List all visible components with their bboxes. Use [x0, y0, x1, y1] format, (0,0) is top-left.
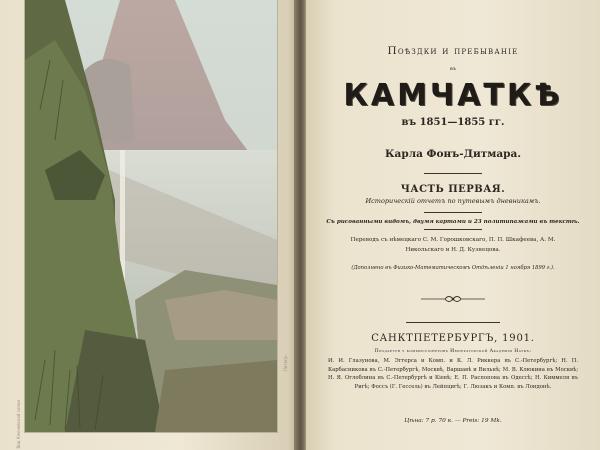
frontispiece-plate: [25, 0, 277, 432]
plate-caption-right: Литогр.: [283, 355, 288, 372]
subtitle: Историческій отчетъ по путевымъ дневникамъ.: [365, 197, 541, 205]
illustrations-note: Съ рисованными видомъ, двумя картами и 23 политипажами въ текстѣ.: [326, 219, 580, 225]
part-heading: ЧАСТЬ ПЕРВАЯ.: [400, 184, 506, 195]
ornament-icon: [419, 294, 487, 304]
divider-rule: [424, 229, 482, 230]
price: Цѣна: 7 р. 70 к. — Preis: 19 Mk.: [404, 418, 502, 424]
divider-rule: [424, 173, 482, 174]
years: въ 1851—1855 гг.: [401, 117, 505, 128]
divider-rule: [406, 322, 500, 323]
supplement-note: (Дополнено въ Физико-Математическомъ Отдѣленіи 1 ноября 1899 г.).: [351, 265, 555, 271]
kamchatka-landscape: [25, 0, 277, 432]
divider-rule: [424, 212, 482, 213]
sellers-heading: Продается у коммиссіонеровъ Императорской Академіи Наукъ:: [374, 349, 532, 354]
sellers-list: И. И. Глазунова, М. Эггерса и Комп. и К. Л. Риккера въ С.-Петербургѣ; Н. П. Карбасникова въ С.-Петербургѣ, Москвѣ, Варшавѣ и Вильнѣ; М. В. Клюкина въ Москвѣ; Н. Я. Оглоблина въ С.-Петербургѣ и Кіевѣ; Е. П. Распопова въ Одессѣ; Н. Киммеля въ Ригѣ; Фоссъ (Г. Гессель) въ Лейпцигѣ; Г. Люзакъ и Комп. въ Лондонѣ.: [328, 358, 578, 390]
translation-credit: Переводъ съ нѣмецкаго С. М. Горошковскаго, П. П. Шкафеева, А. М. Никольскаго и Н. Д. Кузнецова.: [350, 237, 556, 253]
title-line-1: Поѣздки и пребываніе: [387, 45, 519, 57]
imprint-city-year: САНКТПЕТЕРБУРГЪ, 1901.: [371, 333, 535, 344]
author: Карла Фонъ-Дитмара.: [385, 148, 521, 160]
plate-caption-left: Вид Ключевской сопки: [16, 400, 21, 449]
title-page: [306, 0, 600, 450]
title-line-2: въ: [450, 66, 456, 72]
main-title: КАМЧАТКѢ: [343, 78, 563, 113]
